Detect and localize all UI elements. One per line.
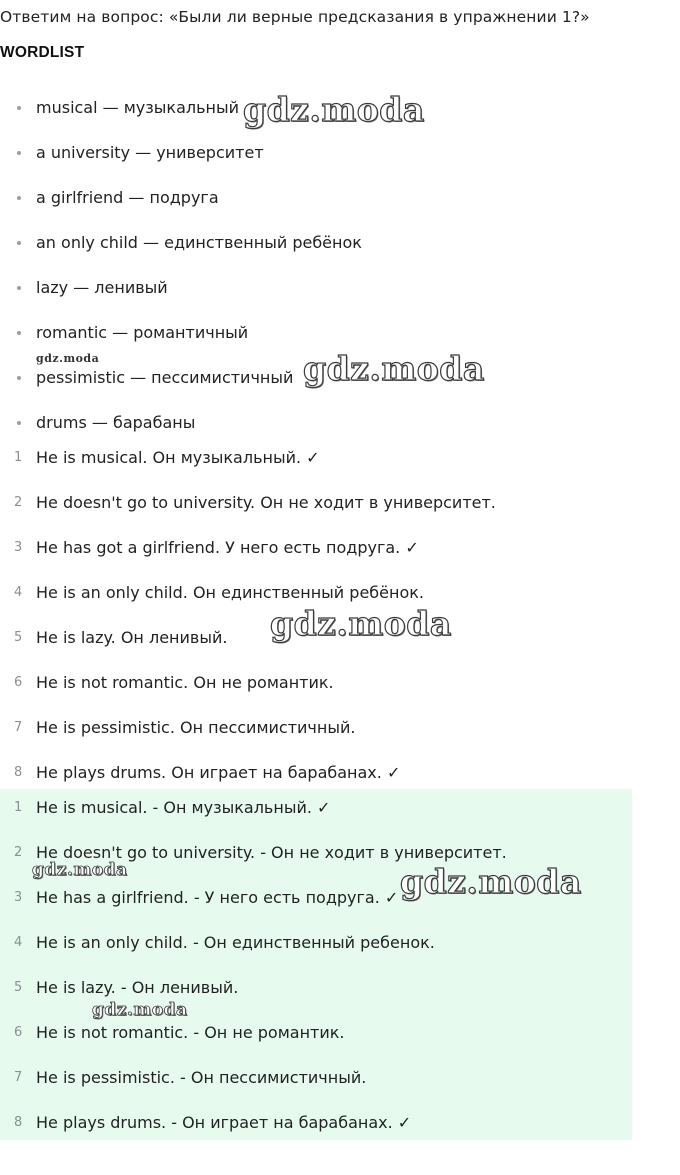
item-number: 5 [14, 630, 23, 645]
prediction-item [0, 716, 640, 740]
bullet-icon [17, 241, 21, 245]
wordlist-item-text: lazy — ленивый [36, 278, 168, 297]
answer-item [0, 1021, 640, 1045]
wordlist-item [0, 231, 640, 255]
answer-text: He doesn't go to university. - Он не ходит в университет. [36, 843, 507, 862]
prediction-text: He doesn't go to university. Он не ходит в университет. [36, 493, 496, 512]
wordlist-item [0, 411, 640, 435]
wordlist-item [0, 141, 640, 165]
item-number: 4 [14, 585, 23, 600]
item-number: 2 [14, 495, 23, 510]
answer-item [0, 1111, 640, 1135]
watermark: gdz.moda [400, 862, 582, 901]
watermark: gdz.moda [92, 1000, 188, 1020]
item-number: 6 [14, 675, 23, 690]
item-number: 1 [14, 450, 23, 465]
prediction-text: He is not romantic. Он не романтик. [36, 673, 334, 692]
prediction-text: He has got a girlfriend. У него есть подруга. ✓ [36, 538, 419, 557]
answer-text: He is lazy. - Он ленивый. [36, 978, 239, 997]
bullet-icon [17, 376, 21, 380]
prediction-text: He is musical. Он музыкальный. ✓ [36, 448, 320, 467]
prediction-item [0, 491, 640, 515]
item-number: 8 [14, 765, 23, 780]
prediction-item [0, 581, 640, 605]
item-number: 4 [14, 935, 23, 950]
answer-text: He is not romantic. - Он не романтик. [36, 1023, 345, 1042]
answer-text: He is pessimistic. - Он пессимистичный. [36, 1068, 367, 1087]
bullet-icon [17, 421, 21, 425]
bullet-icon [17, 196, 21, 200]
wordlist-item-text: pessimistic — пессимистичный [36, 368, 294, 387]
watermark: gdz.moda [270, 604, 452, 643]
prediction-text: He is an only child. Он единственный ребёнок. [36, 583, 424, 602]
wordlist-item-text: musical — музыкальный [36, 98, 240, 117]
prediction-item [0, 536, 640, 560]
wordlist-item-text: romantic — романтичный [36, 323, 249, 342]
answer-item [0, 931, 640, 955]
bullet-icon [17, 151, 21, 155]
wordlist-item-text: an only child — единственный ребёнок [36, 233, 362, 252]
wordlist-item-text: a girlfriend — подруга [36, 188, 219, 207]
watermark: gdz.moda [243, 90, 425, 129]
answer-item [0, 1066, 640, 1090]
watermark: gdz.moda [36, 352, 100, 365]
answer-text: He is musical. - Он музыкальный. ✓ [36, 798, 331, 817]
bullet-icon [17, 331, 21, 335]
prediction-text: He plays drums. Он играет на барабанах. ✓ [36, 763, 401, 782]
item-number: 7 [14, 720, 23, 735]
prediction-text: He is pessimistic. Он пессимистичный. [36, 718, 356, 737]
item-number: 8 [14, 1115, 23, 1130]
item-number: 1 [14, 800, 23, 815]
watermark: gdz.moda [32, 860, 128, 880]
item-number: 5 [14, 980, 23, 995]
wordlist-item [0, 276, 640, 300]
wordlist-item [0, 186, 640, 210]
wordlist-heading: WORDLIST [0, 44, 85, 61]
answer-text: He is an only child. - Он единственный ребенок. [36, 933, 435, 952]
prediction-item [0, 761, 640, 785]
wordlist-item-text: drums — барабаны [36, 413, 196, 432]
item-number: 7 [14, 1070, 23, 1085]
item-number: 3 [14, 540, 23, 555]
answer-item [0, 796, 640, 820]
answer-text: He plays drums. - Он играет на барабанах. ✓ [36, 1113, 412, 1132]
item-number: 3 [14, 890, 23, 905]
item-number: 2 [14, 845, 23, 860]
prediction-item [0, 671, 640, 695]
item-number: 6 [14, 1025, 23, 1040]
answer-item [0, 976, 640, 1000]
intro-question: Ответим на вопрос: «Были ли верные предсказания в упражнении 1?» [0, 8, 590, 26]
prediction-item [0, 446, 640, 470]
watermark: gdz.moda [303, 349, 485, 388]
wordlist-item [0, 321, 640, 345]
bullet-icon [17, 106, 21, 110]
answer-text: He has a girlfriend. - У него есть подруга. ✓ [36, 888, 399, 907]
wordlist-item-text: a university — университет [36, 143, 264, 162]
prediction-text: He is lazy. Он ленивый. [36, 628, 228, 647]
bullet-icon [17, 286, 21, 290]
